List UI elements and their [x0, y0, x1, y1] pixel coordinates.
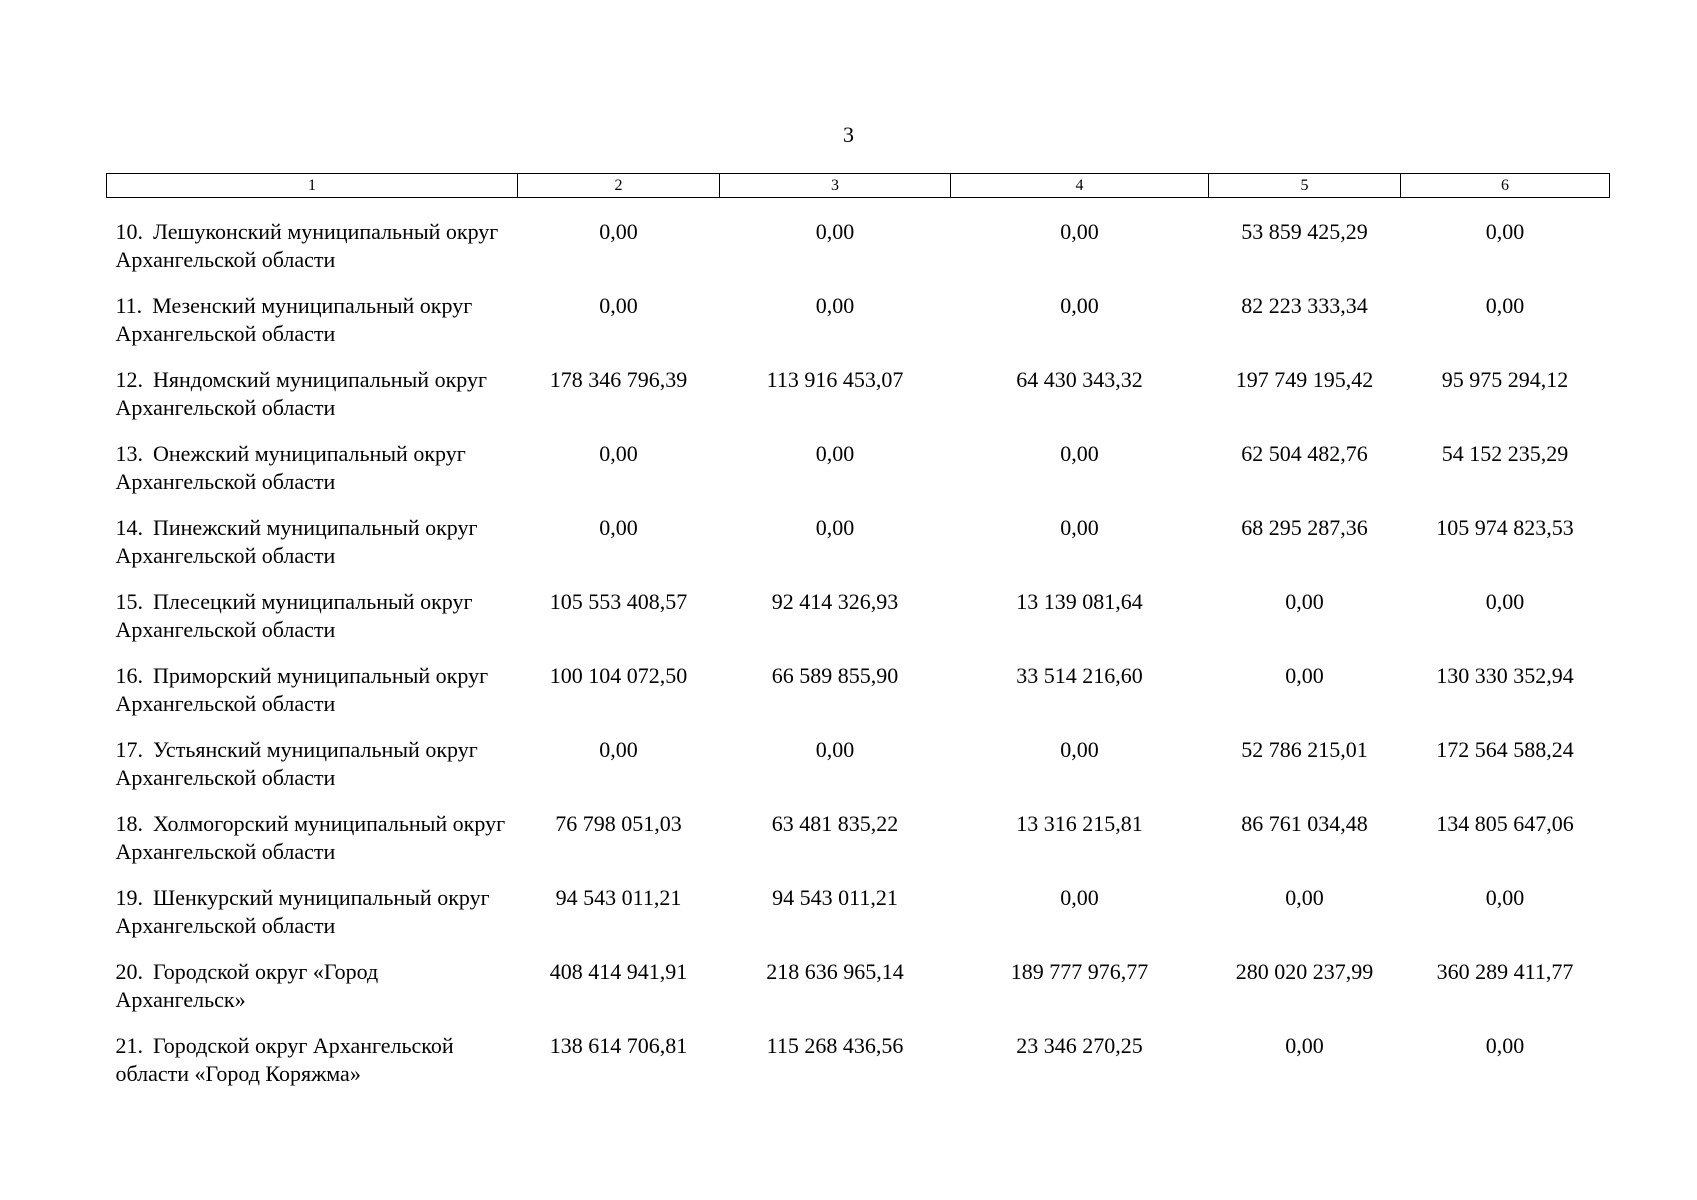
- amount-cell-col-5: 280 020 237,99: [1235, 959, 1374, 984]
- table-row: [107, 366, 1610, 440]
- table-header: [107, 174, 1610, 198]
- municipality-name: Пинежский муниципальный округ Архангельской области: [115, 515, 478, 568]
- column-number: 1: [107, 174, 518, 198]
- amount-cell-col-2: 76 798 051,03: [555, 811, 682, 836]
- municipality-name: Мезенский муниципальный округ Архангельской области: [115, 293, 473, 346]
- municipality-name: Устьянский муниципальный округ Архангельской области: [115, 737, 478, 790]
- municipality-name: Шенкурский муниципальный округ Архангельской области: [115, 885, 490, 938]
- amount-cell-col-3: 63 481 835,22: [771, 811, 899, 836]
- amount-cell-col-5: 0,00: [1285, 885, 1324, 910]
- municipality-name: Лешуконский муниципальный округ Архангельской области: [115, 219, 499, 272]
- table-row: [107, 440, 1610, 514]
- budget-table: [106, 173, 1610, 1106]
- table-row: [107, 884, 1610, 958]
- table-row: [107, 810, 1610, 884]
- amount-cell-col-5: 53 859 425,29: [1241, 219, 1368, 244]
- table-row: [107, 292, 1610, 366]
- amount-cell-col-3: 0,00: [815, 515, 855, 540]
- amount-cell-col-3: 66 589 855,90: [771, 663, 899, 688]
- amount-cell-col-6: 54 152 235,29: [1441, 441, 1569, 466]
- amount-cell-col-3: 0,00: [815, 441, 855, 466]
- amount-cell-col-5: 0,00: [1285, 589, 1324, 614]
- amount-cell-col-6: 0,00: [1485, 219, 1525, 244]
- amount-cell-col-3: 92 414 326,93: [771, 589, 899, 614]
- municipality-name: Онежский муниципальный округ Архангельской области: [115, 441, 466, 494]
- municipality-cell: [107, 588, 518, 662]
- amount-cell-col-4: 0,00: [1060, 441, 1099, 466]
- row-index: 15.: [115, 589, 143, 614]
- column-number-row: [107, 174, 1610, 198]
- municipality-cell: [107, 810, 518, 884]
- table-body: [107, 198, 1610, 1107]
- amount-cell-col-6: 172 564 588,24: [1436, 737, 1574, 762]
- municipality-cell: [107, 958, 518, 1032]
- column-number: 6: [1401, 174, 1610, 198]
- table-row: [107, 198, 1610, 293]
- municipality-cell: [107, 440, 518, 514]
- amount-cell-col-3: 94 543 011,21: [772, 885, 898, 910]
- row-index: 14.: [115, 515, 143, 540]
- table-row: [107, 958, 1610, 1032]
- municipality-cell: [107, 514, 518, 588]
- amount-cell-col-3: 115 268 436,56: [766, 1033, 904, 1058]
- amount-cell-col-6: 0,00: [1485, 1033, 1525, 1058]
- municipality-name: Плесецкий муниципальный округ Архангельской области: [115, 589, 473, 642]
- amount-cell-col-3: 0,00: [815, 737, 855, 762]
- amount-cell-col-6: 360 289 411,77: [1436, 959, 1574, 984]
- amount-cell-col-4: 189 777 976,77: [1010, 959, 1149, 984]
- amount-cell-col-5: 86 761 034,48: [1241, 811, 1368, 836]
- municipality-cell: [107, 662, 518, 736]
- table-row: [107, 662, 1610, 736]
- amount-cell-col-4: 0,00: [1060, 293, 1099, 318]
- row-index: 17.: [115, 737, 143, 762]
- amount-cell-col-4: 0,00: [1060, 885, 1099, 910]
- amount-cell-col-2: 94 543 011,21: [555, 885, 682, 910]
- amount-cell-col-4: 13 139 081,64: [1016, 589, 1143, 614]
- municipality-cell: [107, 366, 518, 440]
- amount-cell-col-6: 134 805 647,06: [1436, 811, 1574, 836]
- municipality-name: Холмогорский муниципальный округ Архангельской области: [115, 811, 506, 864]
- amount-cell-col-2: 0,00: [599, 737, 638, 762]
- row-index: 10.: [115, 219, 143, 244]
- amount-cell-col-5: 68 295 287,36: [1241, 515, 1368, 540]
- row-index: 20.: [115, 959, 143, 984]
- table-row: [107, 736, 1610, 810]
- amount-cell-col-6: 0,00: [1485, 589, 1525, 614]
- amount-cell-col-5: 0,00: [1285, 1033, 1324, 1058]
- amount-cell-col-6: 130 330 352,94: [1436, 663, 1574, 688]
- amount-cell-col-2: 138 614 706,81: [549, 1033, 688, 1058]
- amount-cell-col-4: 0,00: [1060, 515, 1099, 540]
- amount-cell-col-4: 64 430 343,32: [1016, 367, 1143, 392]
- column-number: 3: [720, 174, 951, 198]
- amount-cell-col-3: 218 636 965,14: [766, 959, 904, 984]
- table-row: [107, 514, 1610, 588]
- table-row: [107, 588, 1610, 662]
- amount-cell-col-3: 113 916 453,07: [766, 367, 904, 392]
- municipality-name: Приморский муниципальный округ Архангельской области: [115, 663, 489, 716]
- amount-cell-col-4: 23 346 270,25: [1016, 1033, 1143, 1058]
- amount-cell-col-4: 0,00: [1060, 737, 1099, 762]
- municipality-cell: [107, 884, 518, 958]
- amount-cell-col-5: 82 223 333,34: [1241, 293, 1368, 318]
- row-index: 19.: [115, 885, 143, 910]
- amount-cell-col-3: 0,00: [815, 293, 855, 318]
- budget-table-container: [106, 173, 1609, 1106]
- row-index: 12.: [115, 367, 143, 392]
- amount-cell-col-6: 95 975 294,12: [1441, 367, 1569, 392]
- amount-cell-col-5: 197 749 195,42: [1235, 367, 1374, 392]
- column-number: 5: [1209, 174, 1401, 198]
- amount-cell-col-2: 0,00: [599, 515, 638, 540]
- row-index: 16.: [115, 663, 143, 688]
- row-index: 18.: [115, 811, 143, 836]
- row-index: 11.: [115, 293, 143, 318]
- amount-cell-col-4: 33 514 216,60: [1016, 663, 1143, 688]
- municipality-cell: [107, 1032, 518, 1106]
- amount-cell-col-2: 408 414 941,91: [549, 959, 688, 984]
- municipality-cell: [107, 292, 518, 366]
- amount-cell-col-5: 52 786 215,01: [1241, 737, 1368, 762]
- amount-cell-col-5: 0,00: [1285, 663, 1324, 688]
- municipality-name: Городской округ «Город Архангельск»: [115, 959, 379, 1012]
- table-row: [107, 1032, 1610, 1106]
- amount-cell-col-5: 62 504 482,76: [1241, 441, 1368, 466]
- row-index: 21.: [115, 1033, 143, 1058]
- amount-cell-col-6: 0,00: [1485, 885, 1525, 910]
- amount-cell-col-6: 0,00: [1485, 293, 1525, 318]
- page-number: 3: [843, 122, 854, 147]
- amount-cell-col-2: 0,00: [599, 293, 638, 318]
- amount-cell-col-2: 178 346 796,39: [549, 367, 688, 392]
- amount-cell-col-2: 0,00: [599, 219, 638, 244]
- amount-cell-col-6: 105 974 823,53: [1436, 515, 1574, 540]
- municipality-cell: [107, 736, 518, 810]
- municipality-name: Городской округ Архангельской области «Город Коряжма»: [115, 1033, 454, 1086]
- amount-cell-col-2: 100 104 072,50: [549, 663, 688, 688]
- amount-cell-col-2: 105 553 408,57: [549, 589, 688, 614]
- column-number: 4: [951, 174, 1209, 198]
- amount-cell-col-4: 0,00: [1060, 219, 1099, 244]
- amount-cell-col-2: 0,00: [599, 441, 638, 466]
- row-index: 13.: [115, 441, 143, 466]
- municipality-name: Няндомский муниципальный округ Архангельской области: [115, 367, 487, 420]
- municipality-cell: [107, 198, 518, 293]
- amount-cell-col-3: 0,00: [815, 219, 855, 244]
- amount-cell-col-4: 13 316 215,81: [1016, 811, 1143, 836]
- column-number: 2: [518, 174, 720, 198]
